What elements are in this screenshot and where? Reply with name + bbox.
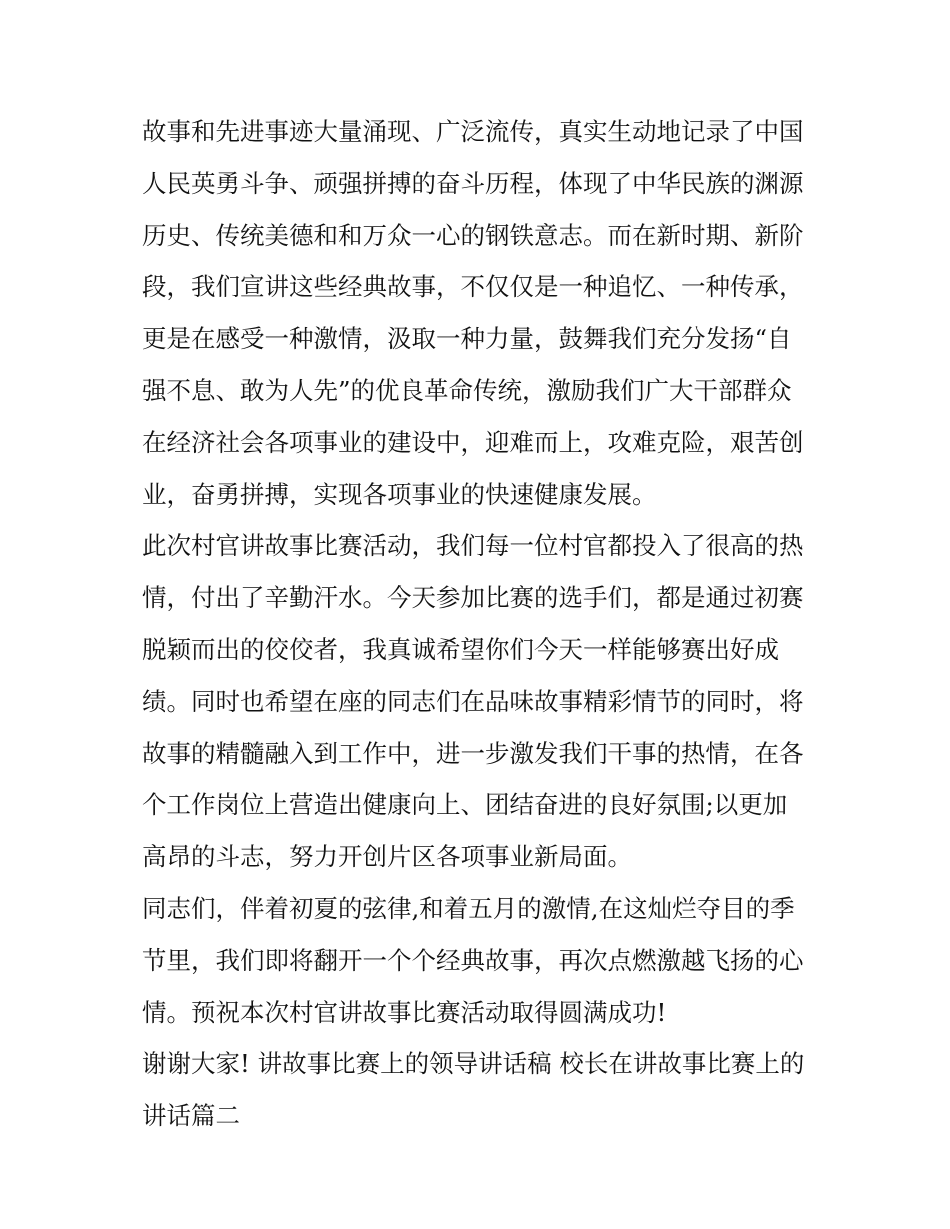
paragraph-2 <box>142 520 822 883</box>
text-line: 故事的精髓融入到工作中，进一步激发我们干事的热情，在各 <box>142 738 804 768</box>
paragraph-3 <box>142 883 822 1038</box>
paragraph-4 <box>142 1038 822 1142</box>
text-line: 个工作岗位上营造出健康向上、团结奋进的良好氛围;以更加 <box>142 790 788 820</box>
text-line: 故事和先进事迹大量涌现、广泛流传，真实生动地记录了中国 <box>142 117 804 146</box>
text-line: 此次村官讲故事比赛活动，我们每一位村官都投入了很高的热 <box>142 531 804 561</box>
text-line: 讲话篇二 <box>142 1101 240 1131</box>
text-line: 在经济社会各项事业的建设中，迎难而上，攻难克险，艰苦创 <box>142 427 804 457</box>
text-line: 更是在感受一种激情，汲取一种力量，鼓舞我们充分发扬“自 <box>142 324 792 354</box>
text-line: 历史、传统美德和和万众一心的钢铁意志。而在新时期、新阶 <box>142 220 804 250</box>
text-line: 脱颖而出的佼佼者，我真诚希望你们今天一样能够赛出好成 <box>142 634 779 664</box>
document-body <box>142 106 822 1142</box>
text-line: 人民英勇斗争、顽强拼搏的奋斗历程，体现了中华民族的渊源 <box>142 168 804 198</box>
text-line: 同志们，伴着初夏的弦律,和着五月的激情,在这灿烂夺目的季 <box>142 893 795 923</box>
paragraph-1 <box>142 106 822 520</box>
text-line: 段，我们宣讲这些经典故事，不仅仅是一种追忆、一种传承， <box>142 272 804 302</box>
text-line: 业，奋勇拼搏，实现各项事业的快速健康发展。 <box>142 479 657 509</box>
text-line: 绩。同时也希望在座的同志们在品味故事精彩情节的同时，将 <box>142 686 804 716</box>
text-line: 情，付出了辛勤汗水。今天参加比赛的选手们，都是通过初赛 <box>142 583 804 613</box>
text-line: 强不息、敢为人先”的优良革命传统，激励我们广大干部群众 <box>142 375 792 405</box>
text-line: 情。预祝本次村官讲故事比赛活动取得圆满成功! <box>142 997 667 1027</box>
text-line: 节里，我们即将翻开一个个经典故事，再次点燃激越飞扬的心 <box>142 945 804 975</box>
text-line: 高昂的斗志，努力开创片区各项事业新局面。 <box>142 842 632 872</box>
text-line: 谢谢大家! 讲故事比赛上的领导讲话稿 校长在讲故事比赛上的 <box>142 1049 805 1079</box>
